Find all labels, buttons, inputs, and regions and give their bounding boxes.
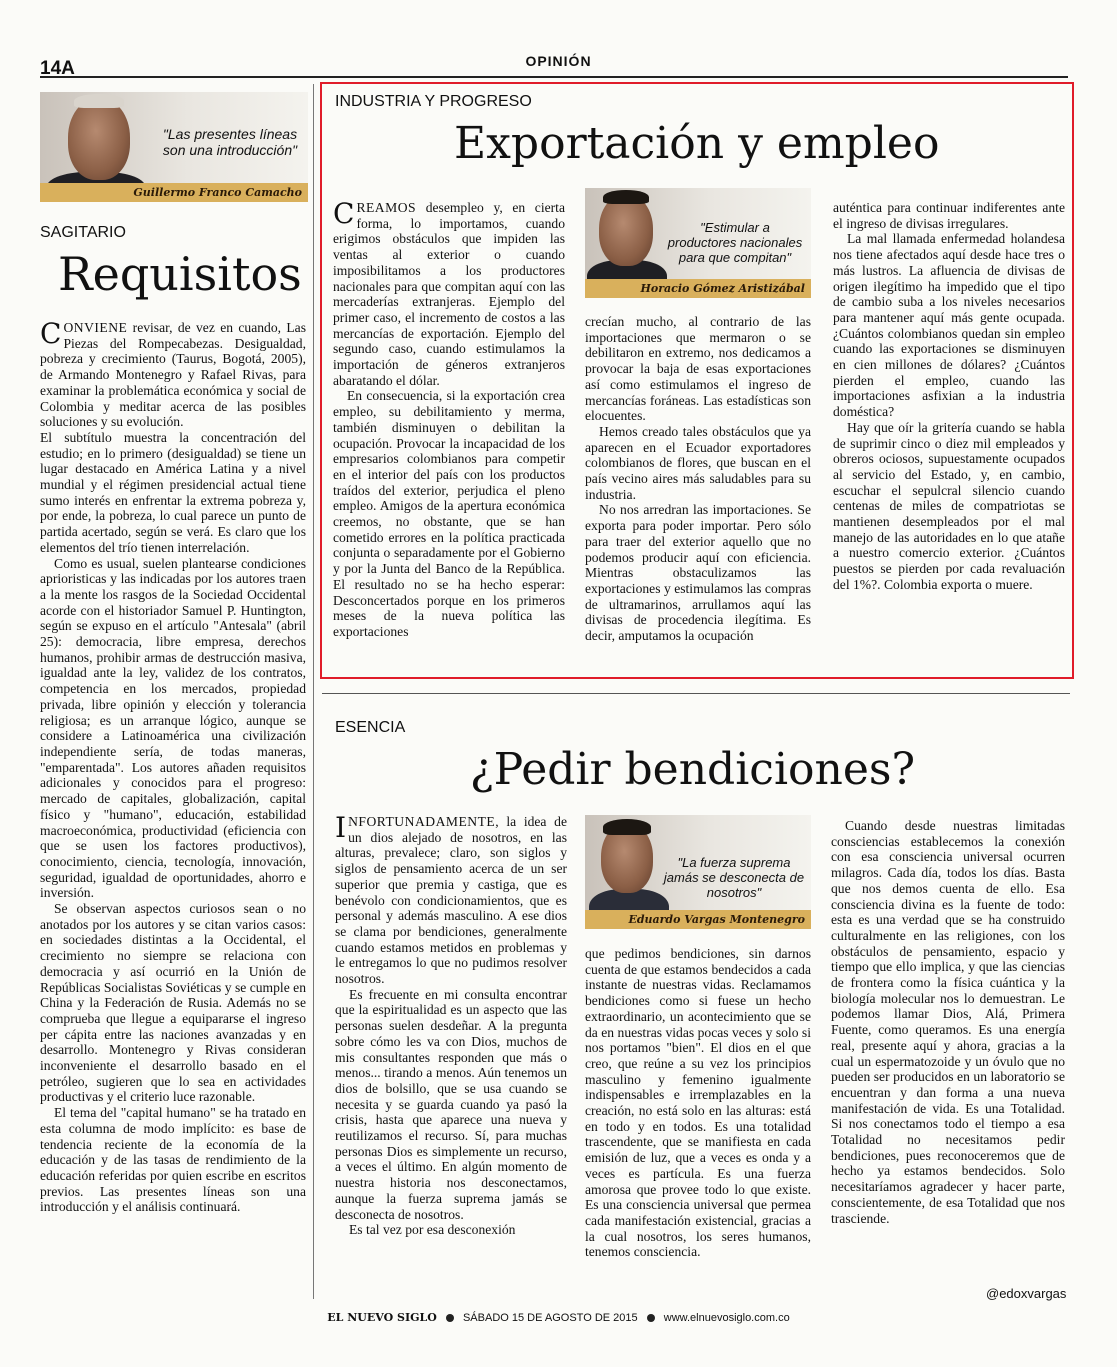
- paragraph: [335, 811, 567, 987]
- paragraph: [333, 197, 565, 388]
- paragraph: El subtítulo muestra la concentración del estudio; en lo primero (desigualdad) se tiene un lugar destacado en América Latina y a nivel mundial y el régimen presidencial actual tiene sumo interés en enfrentar la extrema pobreza y, por ende, la pobreza, lo cual parece un punto de partida acertado, según se verá. Es claro que los elementos del trío tienen interrelación.: [40, 429, 306, 555]
- paragraph: Hay que oír la gritería cuando se habla de suprimir cinco o diez mil empleados y obreros ociosos, supuestamente ocupados al servicio del Estado, y, en cambio, escuchar el sepulcral silencio cuando centenas de miles de compatriotas se mantienen desempleados por el mal manejo de las autoridades en lo que atañe a nuestro comercio exterior. ¿Cuántos puestos se pierden por cada revaluación del 1%?. Colombia exporta o muere.: [833, 419, 1065, 592]
- article-column-2: [585, 946, 811, 1260]
- author-quote: "La fuerza suprema jamás se desconecta de nosotros": [663, 855, 805, 900]
- column-divider: [313, 84, 314, 1299]
- paragraph-text: revisar, de vez en cuando, Las Piezas del Rompecabezas. Desigualdad, pobreza y crecimiento (Taurus, Bogotá, 2005), de Armando Montenegro y Rafael Rivas, para examinar la problemática económica y social de Colombia y meditar acerca de las posibles soluciones y su evolución.: [40, 320, 306, 430]
- newspaper-brand: EL NUEVO SIGLO: [327, 1311, 437, 1324]
- page-number: 14A: [40, 58, 75, 79]
- paragraph-text: desempleo y, en cierta forma, lo importamos, cuando erigimos obstáculos que impiden las ventas al exterior o cuando imposibilitamos a los productores nacionales para que compitan aquí con las mercaderías extranjeras. Ejemplo del primer caso, el incremento de costos a las mercancías de exportación. Ejemplo del segundo caso, cuando estimulamos la importación de géneros extranjeros abaratando el dólar.: [333, 200, 565, 388]
- paragraph: Cuando desde nuestras limitadas consciencias establecemos la conexión con esa consciencia universal ocurren milagros. Cada día, todos los días. Basta que nos demos cuenta de ello. Esa consciencia divina es la fuente de todo: esta es una verdad que se ha construido culturalmente en las religiones, con los obstáculos de pensamiento, espacio y tiempo que ello implica, y que las ciencias de frontera como la física cuántica y la biología molecular nos lo demuestran. Le podemos llamar Dios, Alá, Primera Fuente, como queramos. Es una energía real, presente aquí y ahora, gracias a la cual un espermatozoide y un óvulo que no pueden ser producidos en un laboratorio se encuentran y dan forma a una nueva manifestación de vida. Es una Totalidad. Si nos conectamos todo el tiempo a esa Totalidad no necesitamos pedir bendiciones, pues reconoceremos que de hecho ya estamos bendecidos. Solo necesitaríamos agradecer y hacer parte, conscientemente, de esa Totalidad que nos trasciende.: [831, 818, 1065, 1226]
- author-handle: @edoxvargas: [986, 1286, 1067, 1301]
- author-name: Eduardo Vargas Montenegro: [585, 910, 811, 929]
- author-name: Guillermo Franco Camacho: [40, 183, 308, 202]
- paragraph: En consecuencia, si la exportación crea empleo, su debilitamiento y merma, también disminuyen o debilitan la ocupación. Provocar la incapacidad de los empresarios colombianos para competir en el interior del país con los productos traídos del exterior, perjudica el pleno empleo. Amigos de la apertura económica creemos, no obstante, que se han cometido errores en la política practicada conjunta o separadamente por el Gobierno y por la Junta del Banco de la República. El resultado no se ha hecho esperar: Desconcertados porque en los primeros meses de la nueva política las exportaciones: [333, 388, 565, 639]
- article-title: Exportación y empleo: [454, 118, 940, 169]
- paragraph: No nos arredran las importaciones. Se exporta para poder importar. Pero sólo para traer del exterior aquello que no podemos producir aquí con eficiencia. Mientras obstaculizamos las exportaciones y estimulamos las compras de ultramarinos, arrullamos aquí las divisas de procedencia ilegítima. Es decir, amputamos la ocupación: [585, 502, 811, 644]
- drop-cap: I: [335, 811, 347, 844]
- paragraph: La mal llamada enfermedad holandesa nos tiene afectados aquí desde hace tres o más lustros. La afluencia de divisas de origen ilegítimo ha impedido que el tipo de cambio suba a los niveles necesarios para mantener aquí más gente ocupada. ¿Cuántos colombianos quedan sin empleo cuando las exportaciones se disminuyen en cien millones de dólares? ¿Cuántos pierden el empleo, cuando las importaciones asfixian a la industria doméstica?: [833, 231, 1065, 420]
- author-photo-gomez: [585, 188, 811, 298]
- paragraph: El tema del "capital humano" se ha tratado en esta columna de modo implícito: es base de tendencia reciente de la economía de la educación y de las tasas de rendimiento de la educación referidas por quien escribe en escritos previos. Las presentes líneas son una introducción y el análisis continuará.: [40, 1105, 306, 1215]
- drop-cap: C: [40, 317, 62, 350]
- section-label: OPINIÓN: [525, 53, 592, 69]
- lead-word: ONVIENE: [63, 320, 128, 335]
- paragraph: auténtica para continuar indiferentes ante el ingreso de divisas irregulares.: [833, 200, 1065, 231]
- article-column-2: [585, 314, 811, 644]
- paragraph-text: , la idea de un dios alejado de nosotros, en las alturas, prevalece; claro, son siglos y siglos de pensamiento acerca de un ser superior que premia y castiga, que es benévolo con condicionamientos, que es personal y además masculino. A ese dios se clama por bendiciones, generalmente cuando estamos metidos en problemas y le entregamos lo que no pudimos resolver nosotros.: [335, 814, 567, 987]
- paragraph: Se observan aspectos curiosos sean o no anotados por los autores y se citan varios casos: en sociedades distintas a la Occidental, el crecimiento no siempre se relaciona con democracia y así ocurrió en la Unión de Repúblicas Socialistas Soviéticas y se cumple en China y la Federación de Rusia. Además no se comprueba que llegue a equipararse el ingreso per cápita entre las naciones avanzadas y en desarrollo. Montenegro y Rivas consideran inconveniente el desarrollo basado en el petróleo, sugieren que lo sea en actividades productivas y el criterio luce razonable.: [40, 901, 306, 1105]
- article-title: Requisitos: [58, 247, 302, 301]
- article-kicker: INDUSTRIA Y PROGRESO: [335, 93, 532, 110]
- article-body: [40, 317, 306, 1215]
- article-column-3: [831, 818, 1065, 1226]
- paragraph: Como es usual, suelen plantearse condiciones aprioristicas y las indicadas por los autores traen a la mente los rasgos de la Sociedad Occidental acorde con el historiador Samuel P. Huntington, según se expuso en el artículo "Antesala" (abril 25): democracia, libre empresa, derechos humanos, prohibir armas de destrucción masiva, igualdad ante la ley, validez de los contratos, competencia en los mercados, propiedad privada, libre opinión y elección y tolerancia religiosa; es un arranque lógico, aunque se considere a Latinoamérica una civilización independiente sería, de todas maneras, "emparentada". Los autores añaden requisitos adicionales y conocidos para el progreso: mercado de capitales, globalización, capital físico y "humano", educación, estabilidad macroeconómica, productividad (eficiencia con que se usen los factores productivos), conocimiento, ciencia, tecnología, innovación, seguridad, igualdad de oportunidades, ahorro e inversión.: [40, 555, 306, 901]
- lead-word: NFORTUNADAMENTE: [348, 814, 496, 829]
- paragraph: Es tal vez por esa desconexión: [349, 1222, 516, 1238]
- article-column-3: [833, 200, 1065, 593]
- article-column-1: [335, 811, 567, 1238]
- author-quote: "Las presentes líneas son una introducción": [162, 126, 298, 158]
- article-separator: [322, 693, 1070, 694]
- author-name: Horacio Gómez Aristizábal: [585, 279, 811, 298]
- publication-date: SÁBADO 15 DE AGOSTO DE 2015: [462, 1312, 638, 1324]
- page-footer: [0, 1311, 1117, 1324]
- article-title: ¿Pedir bendiciones?: [470, 744, 916, 795]
- author-photo-vargas: [585, 815, 811, 929]
- paragraph: Es frecuente en mi consulta encontrar que la espiritualidad es un aspecto que las personas suelen desdeñar. A la pregunta sobre cómo les va con Dios, muchos de mis consultantes responden que más o menos... tirando a menos. Aún tenemos un dios de bolsillo, que se usa cuando se necesita y se guarda cuando ya pasó la crisis, hasta que aparece una nueva y reutilizamos el recurso. Sí, para muchas personas Dios es simplemente un recurso, a veces el último. En algún momento de nuestra historia nos desconectamos, aunque la fuerza suprema jamás se desconecta de nosotros.: [335, 986, 567, 1222]
- article-kicker: SAGITARIO: [40, 224, 126, 241]
- paragraph: que pedimos bendiciones, sin darnos cuenta de que estamos bendecidos a cada instante de nuestras vidas. Reclamamos bendiciones como si fuese un hecho extraordinario, un acontecimiento que se da en nuestras vidas pocas veces y solo si nos portamos "bien". El dios en el que creo, que reúne a su vez los principios masculino y femenino igualmente indispensables e irremplazables en la creación, no está solo en las alturas: está en todo y en todos. Es una totalidad trascendente, que se manifiesta en cada emisión de luz, que a veces es onda y a veces es partícula. Es una fuerza amorosa que provee todo lo que existe. Es una consciencia universal que permea cada manifestación existencial, gracias a la cual nosotros, los seres humanos, tenemos consciencia.: [585, 946, 811, 1260]
- paragraph: [40, 317, 306, 430]
- header-rule: [40, 76, 1068, 78]
- article-kicker: ESENCIA: [335, 719, 406, 736]
- author-photo-franco: [40, 92, 308, 202]
- author-quote: "Estimular a productores nacionales para que compitan": [667, 220, 803, 265]
- drop-cap: C: [333, 197, 355, 230]
- website: www.elnuevosiglo.com.co: [663, 1312, 790, 1324]
- paragraph: Hemos creado tales obstáculos que ya aparecen en el Ecuador exportadores colombianos de flores, que buscan en el país vecino aires más saludables para su industria.: [585, 423, 811, 502]
- lead-word: REAMOS: [356, 200, 417, 215]
- bullet-icon: [647, 1314, 655, 1322]
- paragraph: crecían mucho, al contrario de las importaciones que mermaron o se debilitaron en extremo, nos dedicamos a provocar la baja de esas exportaciones así como estimulamos el ingreso de mercancías foráneas. Las estadísticas son elocuentes.: [585, 314, 811, 424]
- bullet-icon: [446, 1314, 454, 1322]
- article-column-1: [333, 197, 565, 640]
